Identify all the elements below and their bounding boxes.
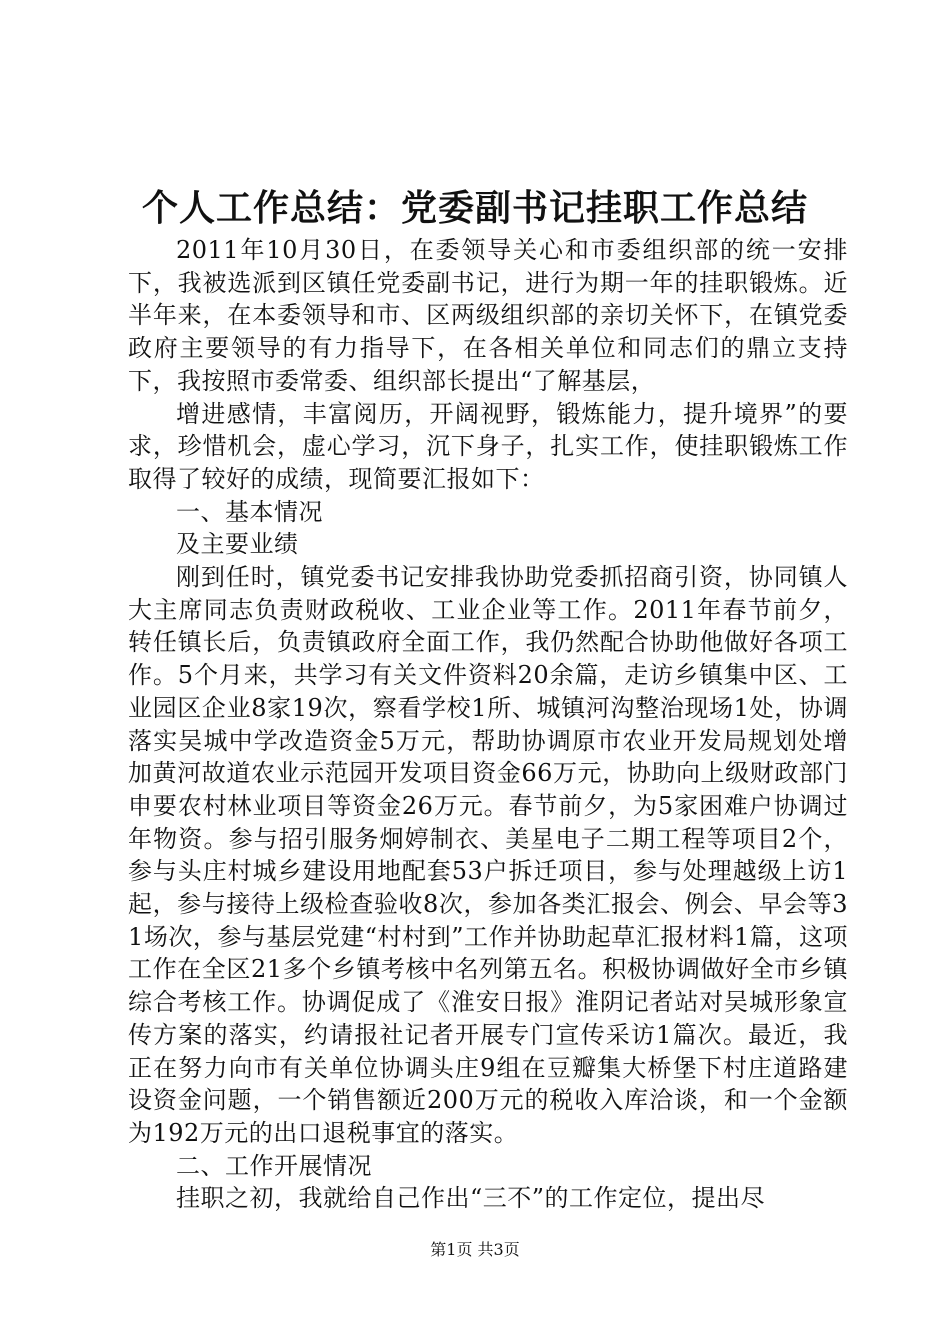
section-heading-basic-situation: 一、基本情况 bbox=[176, 497, 323, 526]
section-heading-continuation: 及主要业绩 bbox=[176, 530, 299, 559]
paragraph-work-positioning: 挂职之初，我就给自己作出“三不”的工作定位，提出尽 bbox=[176, 1184, 766, 1213]
paragraph-achievements: 刚到任时，镇党委书记安排我协助党委抓招商引资，协同镇人大主席同志负责财政税收、工业企业等工作。2011年春节前夕，转任镇长后，负责镇政府全面工作，我仍然配合协助他做好各项工作。5个月来，共学习有关文件资料20余篇，走访乡镇集中区、工业园区企业8家19次，察看学校1所、城镇河沟整治现场1处，协调落实吴城中学改造资金5万元，帮助协调原市农业开发局规划处增加黄河故道农业示范园开发项目资金66万元，协助向上级财政部门申要农村林业项目等资金26万元。春节前夕，为5家困难户协调过年物资。参与招引服务炯婷制衣、美星电子二期工程等项目2个，参与头庄村城乡建设用地配套53户拆迁项目，参与处理越级上访1起，参与接待上级检查验收8次，参加各类汇报会、例会、早会等31场次，参与基层党建“村村到”工作并协助起草汇报材料1篇，这项工作在全区21多个乡镇考核中名列第五名。积极协调做好全市乡镇综合考核工作。协调促成了《淮安日报》淮阴记者站对吴城形象宣传方案的落实，约请报社记者开展专门宣传采访1篇次。最近，我正在努力向市有关单位协调头庄9组在豆瓣集大桥堡下村庄道路建设资金问题，一个销售额近200万元的税收入库洽谈，和一个金额为192万元的出口退税事宜的落实。 bbox=[128, 563, 848, 1147]
paragraph-intro: 2011年10月30日，在委领导关心和市委组织部的统一安排下，我被选派到区镇任党委副书记，进行为期一年的挂职锻炼。近半年来，在本委领导和市、区两级组织部的亲切关怀下，在镇党委政府主要领导的有力指导下，在各相关单位和同志们的鼎立支持下，我按照市委常委、组织部长提出“了解基层， bbox=[128, 236, 848, 395]
page-footer: 第1页 共3页 bbox=[430, 1240, 520, 1259]
document-title: 个人工作总结：党委副书记挂职工作总结 bbox=[141, 187, 808, 229]
document-body bbox=[128, 234, 848, 1215]
paragraph-requirements: 增进感情，丰富阅历，开阔视野，锻炼能力，提升境界”的要求，珍惜机会，虚心学习，沉下身子，扎实工作，使挂职锻炼工作取得了较好的成绩，现简要汇报如下： bbox=[128, 399, 848, 493]
section-heading-work-progress: 二、工作开展情况 bbox=[176, 1151, 372, 1180]
